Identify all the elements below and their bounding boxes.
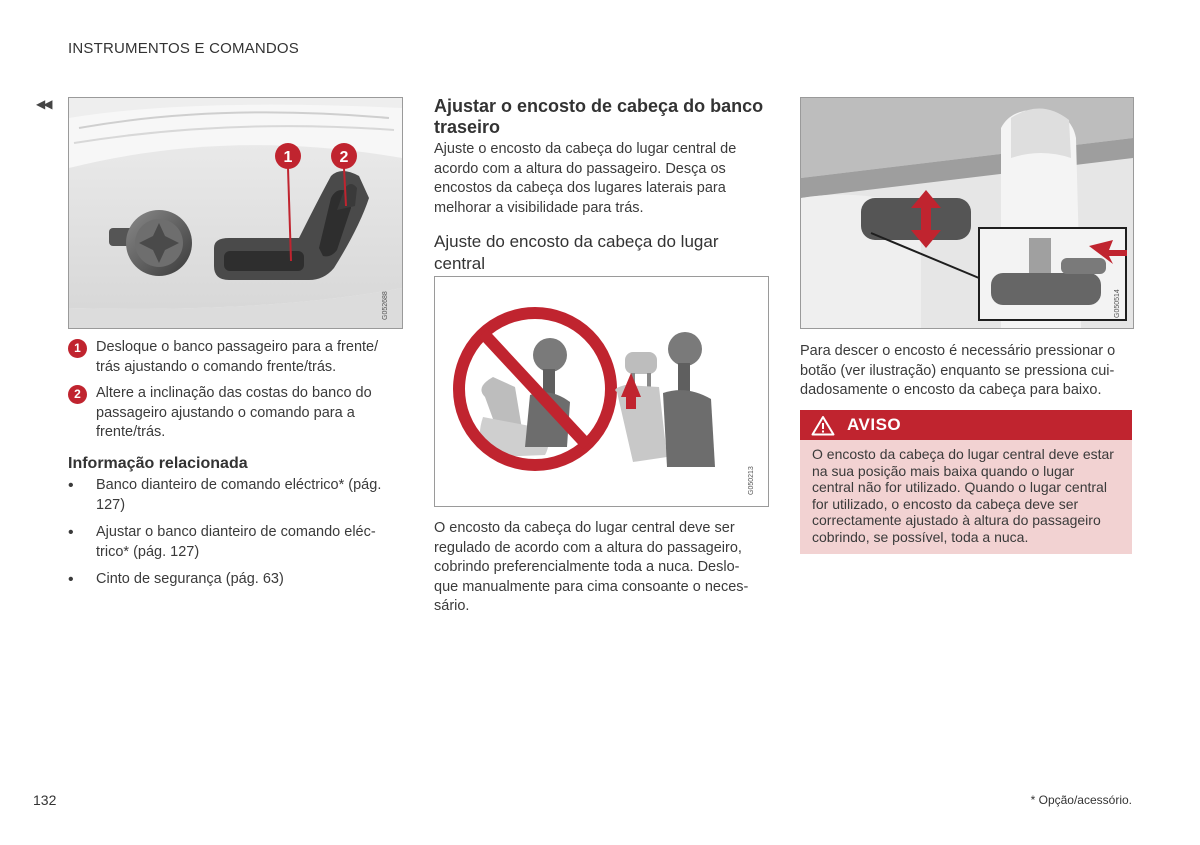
footnote: * Opção/acessório. [1030, 793, 1132, 807]
subsection-heading: Ajuste do encosto da cabeça do lugar central [434, 232, 719, 273]
related-info-heading: Informação relacionada [68, 455, 248, 472]
related-link[interactable]: Banco dianteiro de comando eléctrico* (pág. 127) [96, 477, 382, 513]
step-text: Desloque o banco passageiro para a frente/ trás ajustando o comando frente/trás. [96, 339, 379, 375]
related-item[interactable] [68, 476, 398, 515]
warning-text: O encosto da cabeça do lugar central deve estar na sua posição mais baixa quando o lugar central não for utilizado. Quando o lugar central for utilizado, o encosto da cabeça deve ser correctamente ajustado à altura do passageiro cobrindo, se possível, toda a nuca. [800, 440, 1132, 554]
related-info-list [68, 476, 398, 598]
warning-title: AVISO [847, 415, 902, 434]
related-item[interactable] [68, 570, 398, 590]
step-2 [68, 384, 398, 443]
figure-code: G050213 [748, 466, 755, 495]
bullet-icon: • [68, 524, 74, 541]
bullet-icon: • [68, 477, 74, 494]
right-body-paragraph: Para descer o encosto é necessário pressionar o botão (ver ilustração) enquanto se pressiona cui- dadosamente o encosto da cabeça para baixo. [800, 343, 1116, 398]
step-number-badge: 1 [68, 339, 87, 358]
callout-1-label: 1 [283, 149, 293, 166]
figure-code: G052688 [382, 291, 389, 320]
callout-2-label: 2 [339, 149, 349, 166]
warning-triangle-icon [811, 415, 835, 436]
headrest-button-illustration [801, 98, 1133, 328]
warning-header [800, 410, 1132, 440]
step-text: Altere a inclinação das costas do banco do passageiro ajustando o comando para a frente/trás. [96, 385, 372, 440]
back-arrows-icon[interactable]: ◀◀ [36, 97, 51, 111]
related-item[interactable] [68, 523, 398, 562]
headrest-button-figure [800, 97, 1134, 329]
headrest-adjust-illustration [435, 277, 768, 506]
warning-box [800, 410, 1132, 554]
seat-controls-illustration [69, 98, 402, 328]
page-number: 132 [33, 792, 57, 808]
section-heading: Ajustar o encosto de cabeça do banco traseiro [434, 96, 764, 137]
related-link[interactable]: Ajustar o banco dianteiro de comando eléc- trico* (pág. 127) [96, 524, 376, 560]
bullet-icon: • [68, 571, 74, 588]
headrest-adjust-figure [434, 276, 769, 507]
step-number-badge: 2 [68, 385, 87, 404]
intro-paragraph: Ajuste o encosto da cabeça do lugar central de acordo com a altura do passageiro. Desça os encostos da cabeça dos lugares laterais para melhorar a visibilidade para trás. [434, 141, 737, 216]
section-title: INSTRUMENTOS E COMANDOS [68, 40, 300, 57]
seat-controls-figure [68, 97, 403, 329]
numbered-steps [68, 338, 398, 450]
related-link[interactable]: Cinto de segurança (pág. 63) [96, 571, 284, 587]
figure-code: G050514 [1114, 289, 1121, 318]
middle-body-paragraph: O encosto da cabeça do lugar central deve ser regulado de acordo com a altura do passageiro, cobrindo preferencialmente toda a nuca. Deslo- que manualmente para cima consoante o neces- sário. [434, 520, 749, 614]
step-1 [68, 338, 398, 377]
